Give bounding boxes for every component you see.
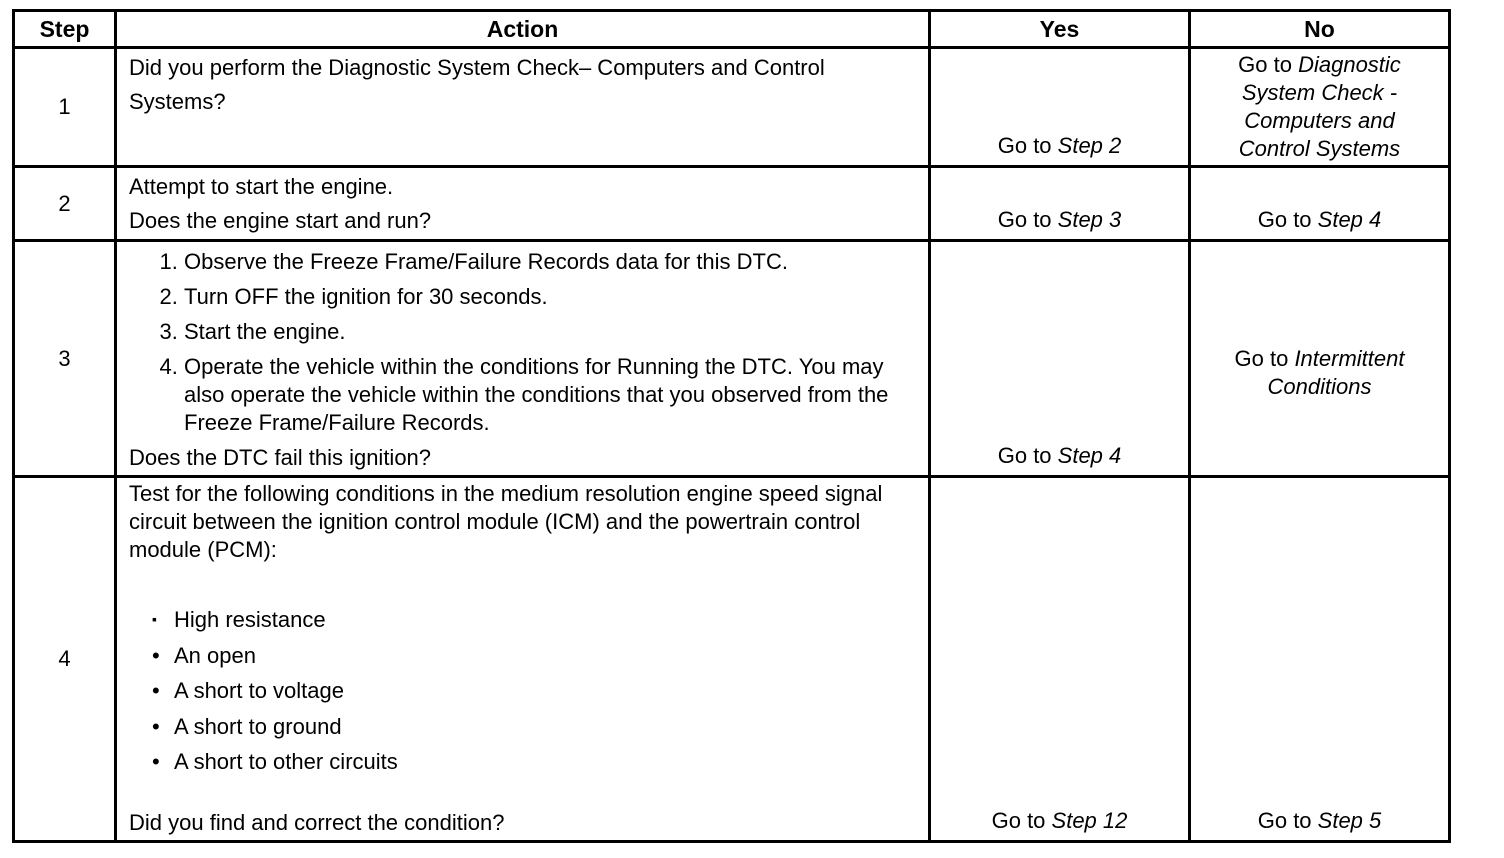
step-number: 3	[14, 241, 116, 477]
no-prefix: Go to	[1234, 345, 1295, 371]
action-cell	[116, 477, 930, 842]
yes-prefix: Go to	[997, 443, 1058, 468]
no-cell	[1190, 48, 1450, 167]
action-text: Did you perform the Diagnostic System Check– Computers and Control Systems?	[129, 55, 825, 114]
action-question: Does the engine start and run?	[129, 208, 432, 233]
procedure-item: 1. Observe the Freeze Frame/Failure Records data for this DTC.	[184, 244, 916, 279]
action-cell	[116, 48, 930, 167]
header-no: No	[1190, 11, 1450, 48]
no-cell	[1190, 241, 1450, 477]
yes-cell	[930, 477, 1190, 842]
diagnostic-table	[12, 9, 1451, 843]
table-row	[14, 477, 1450, 842]
no-target: Step 4	[1317, 207, 1382, 232]
no-target-line4: Control Systems	[1238, 136, 1401, 161]
yes-cell	[930, 241, 1190, 477]
action-intro: Test for the following conditions in the medium resolution engine speed signal circuit between the ignition control module (ICM) and the powertrain control module (PCM):	[129, 481, 883, 562]
yes-prefix: Go to	[991, 807, 1052, 833]
procedure-list	[129, 244, 916, 441]
no-prefix: Go to	[1257, 207, 1318, 232]
yes-cell	[930, 48, 1190, 167]
condition-item: • A short to ground	[174, 709, 916, 745]
table-row	[14, 48, 1450, 167]
action-question: Does the DTC fail this ignition?	[129, 445, 432, 470]
no-target-line1: Intermittent	[1294, 345, 1405, 371]
table-row	[14, 241, 1450, 477]
header-action: Action	[116, 11, 930, 48]
yes-prefix: Go to	[997, 207, 1058, 232]
yes-prefix: Go to	[997, 133, 1058, 158]
step-number: 4	[14, 477, 116, 842]
no-prefix: Go to	[1238, 52, 1299, 77]
yes-target: Step 12	[1051, 807, 1128, 833]
table-row	[14, 167, 1450, 241]
no-prefix: Go to	[1257, 807, 1318, 833]
condition-item: • A short to voltage	[174, 673, 916, 709]
header-row	[14, 11, 1450, 48]
procedure-item: 3. Start the engine.	[184, 314, 916, 349]
no-cell	[1190, 477, 1450, 842]
procedure-item: 4. Operate the vehicle within the conditions for Running the DTC. You may also operate the vehicle within the conditions that you observed from the Freeze Frame/Failure Records.	[184, 349, 916, 441]
yes-target: Step 3	[1057, 207, 1122, 232]
no-target: Step 5	[1317, 807, 1382, 833]
yes-target: Step 2	[1057, 133, 1122, 158]
header-step: Step	[14, 11, 116, 48]
no-cell	[1190, 167, 1450, 241]
yes-target: Step 4	[1057, 443, 1122, 468]
procedure-item: 2. Turn OFF the ignition for 30 seconds.	[184, 279, 916, 314]
action-cell	[116, 241, 930, 477]
condition-item: • An open	[174, 638, 916, 674]
yes-cell	[930, 167, 1190, 241]
no-target-line3: Computers and	[1244, 108, 1395, 133]
no-target-line2: Conditions	[1267, 373, 1372, 399]
no-target-line2: System Check -	[1241, 80, 1398, 105]
step-number: 1	[14, 48, 116, 167]
condition-list	[129, 602, 916, 780]
condition-item: • A short to other circuits	[174, 744, 916, 780]
condition-item: ▪ High resistance	[174, 602, 916, 638]
header-yes: Yes	[930, 11, 1190, 48]
no-target-line1: Diagnostic	[1298, 52, 1401, 77]
step-number: 2	[14, 167, 116, 241]
action-question: Did you find and correct the condition?	[129, 809, 505, 835]
action-line: Attempt to start the engine.	[129, 174, 394, 199]
action-cell	[116, 167, 930, 241]
